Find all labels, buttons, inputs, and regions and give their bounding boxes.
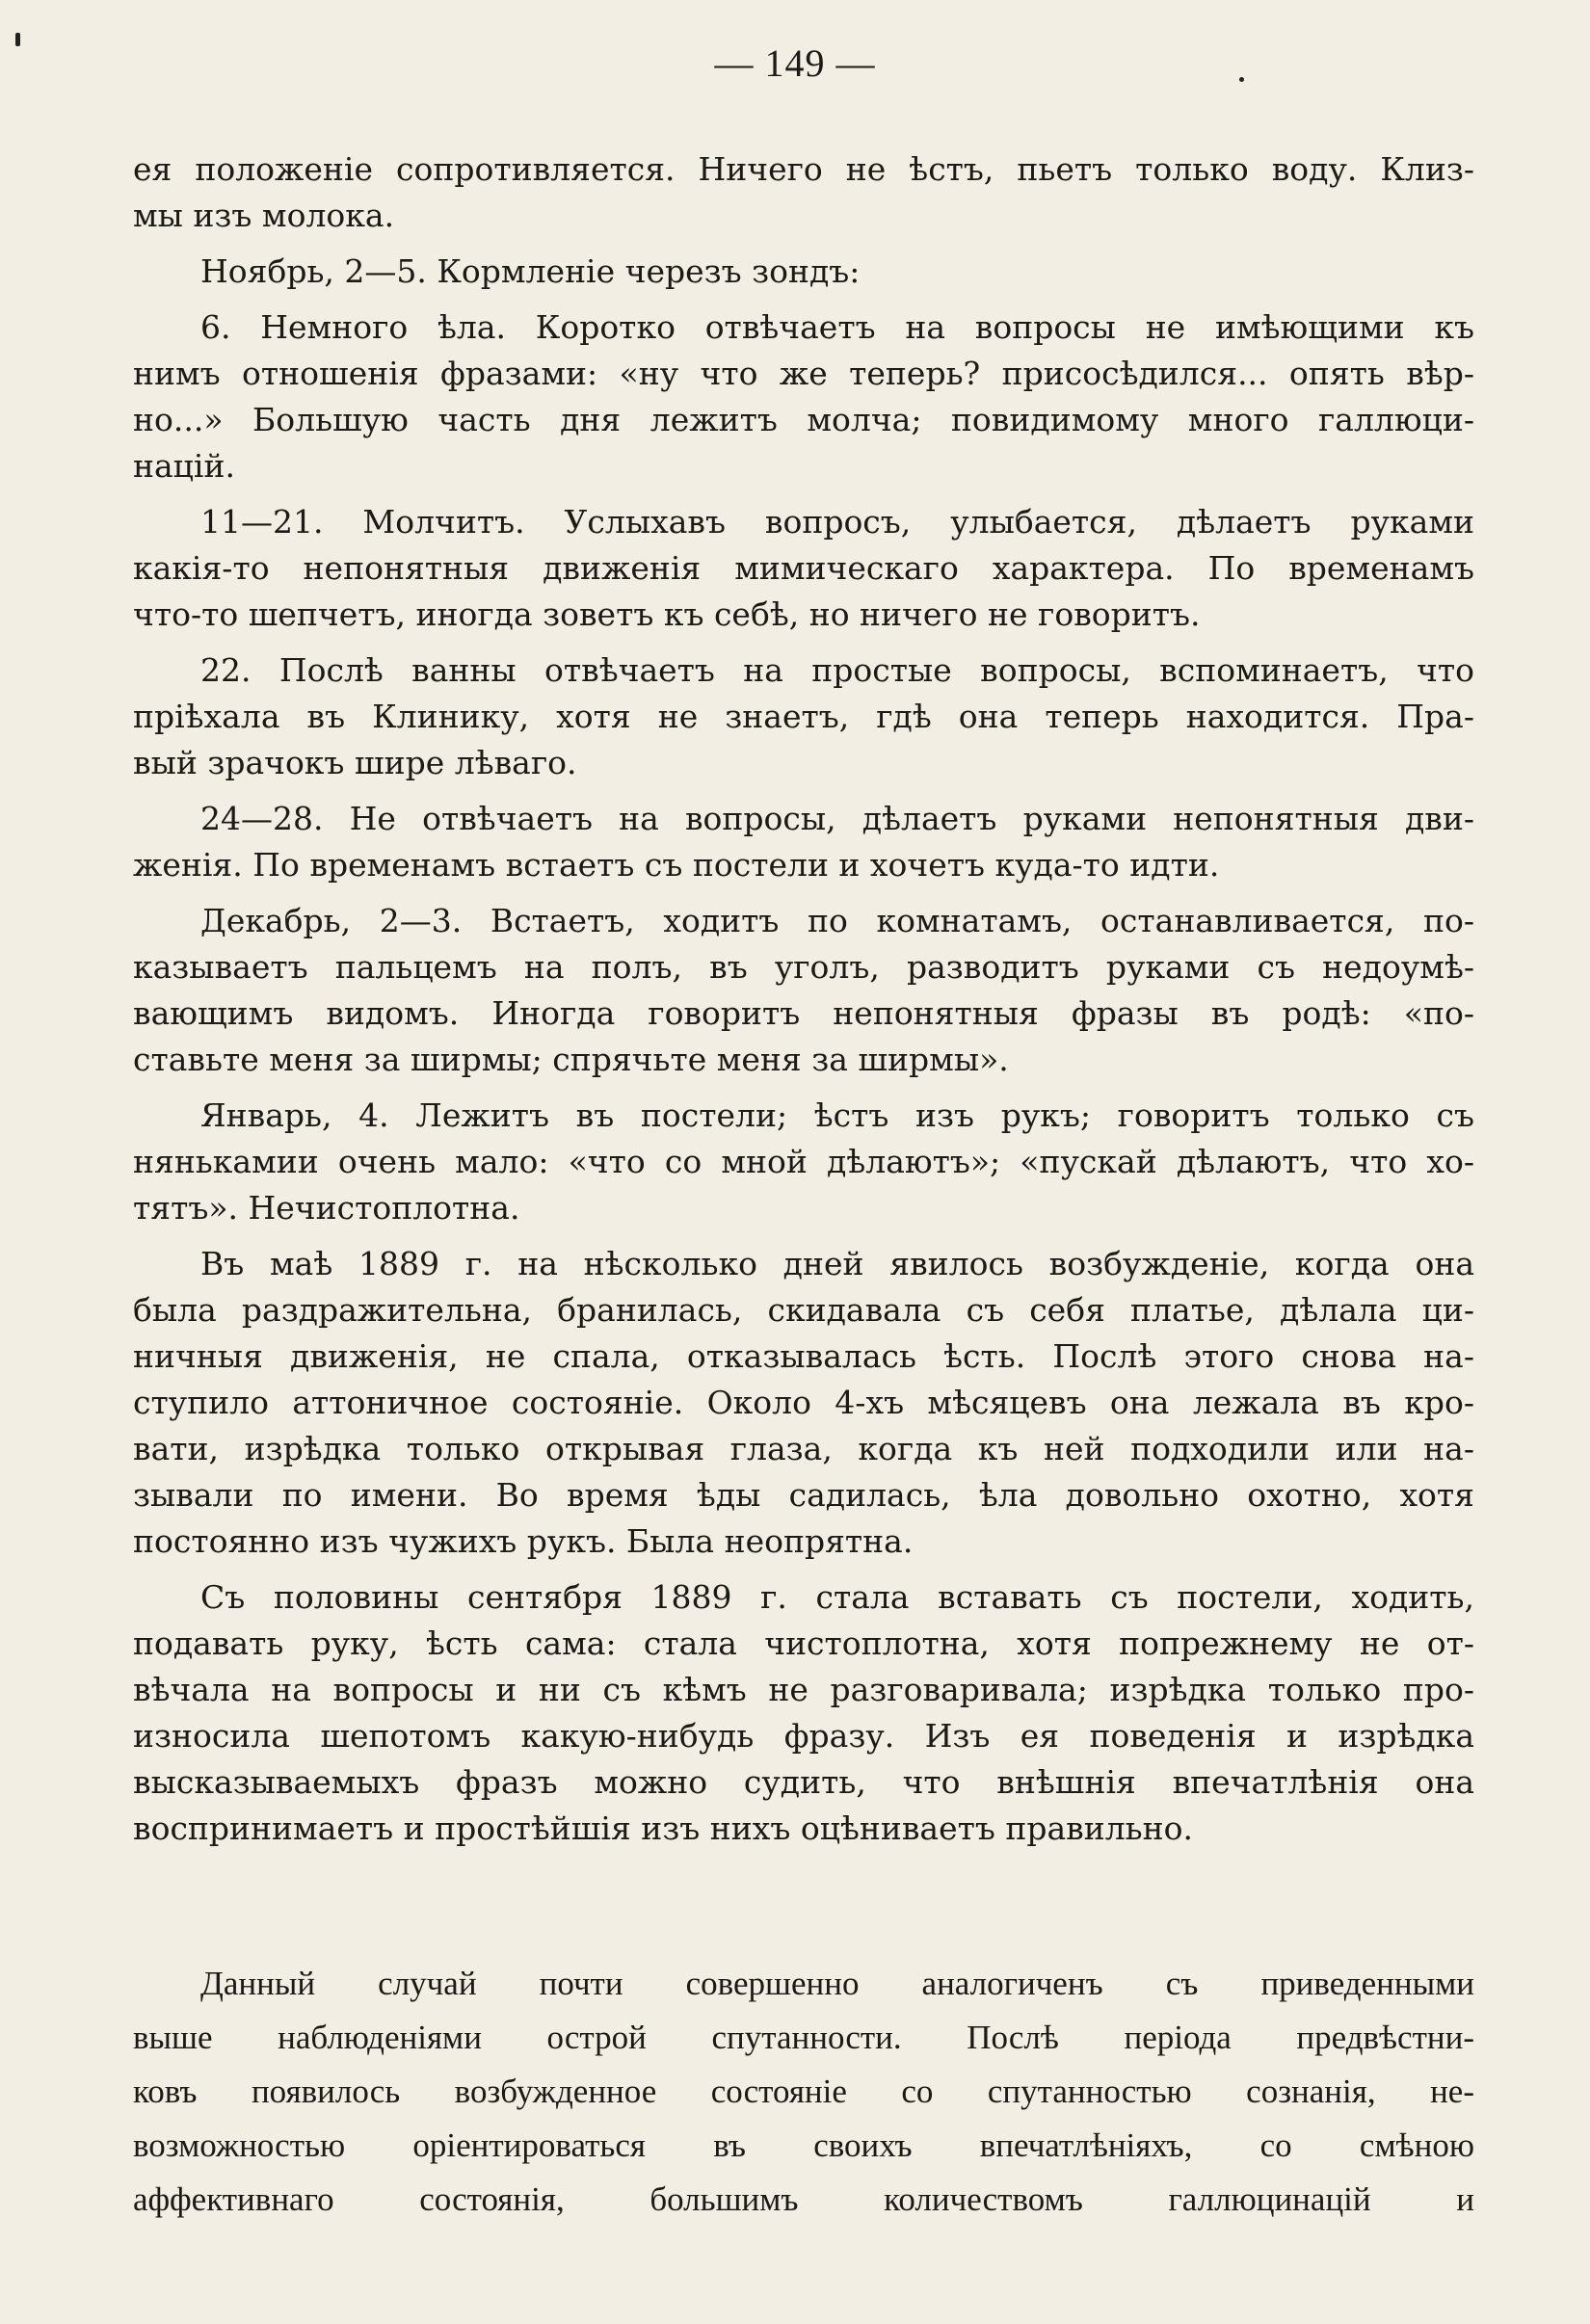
text-line: вый зрачокъ шире лѣваго. (133, 744, 577, 781)
paragraph-gap (133, 489, 1474, 499)
text-line: націй. (133, 447, 235, 485)
paragraph-gap (133, 1231, 1474, 1241)
text-line: пріѣхала въ Клинику, хотя не знаетъ, гдѣ она теперь находится. Пра- (133, 698, 1474, 735)
text-line: ступило аттоничное состояніе. Около 4-хъ мѣсяцевъ она лежала въ кро- (133, 1384, 1474, 1421)
text-line: подавать руку, ѣсть сама: стала чистоплотна, хотя попрежнему не от- (133, 1624, 1474, 1662)
page-number: — 149 — (714, 41, 876, 85)
text-line: Декабрь, 2—3. Встаетъ, ходитъ по комнатамъ, останавливается, по- (200, 902, 1474, 939)
text-line: вати, изрѣдка только открывая глаза, когда къ ней подходили или на- (133, 1430, 1474, 1467)
text-line: высказываемыхъ фразъ можно судить, что внѣшнія впечатлѣнія она (133, 1763, 1474, 1801)
conclusion-paragraph (133, 1957, 1474, 2227)
text-line: нимъ отношенія фразами: «ну что же теперь? присосѣдился... опять вѣр- (133, 355, 1474, 392)
text-line: постоянно изъ чужихъ рукъ. Была неопрятна. (133, 1522, 914, 1560)
paragraph-gap (133, 1083, 1474, 1093)
paragraph-gap (133, 239, 1474, 249)
text-line: мы изъ молока. (133, 197, 395, 234)
text-line: ея положеніе сопротивляется. Ничего не ѣстъ, пьетъ только воду. Клиз- (133, 150, 1474, 188)
text-line: Ноябрь, 2—5. Кормленіе черезъ зондъ: (200, 252, 861, 290)
text-line: выше наблюденіями острой спутанности. Послѣ періода предвѣстни- (133, 2019, 1474, 2056)
text-line: зывали по имени. Во время ѣды садилась, ѣла довольно охотно, хотя (133, 1476, 1474, 1514)
text-line: 11—21. Молчитъ. Услыхавъ вопросъ, улыбается, дѣлаетъ руками (200, 503, 1474, 541)
text-line: но...» Большую часть дня лежитъ молча; повидимому много галлюци- (133, 401, 1474, 438)
text-line: Данный случай почти совершенно аналогиченъ съ приведенными (200, 1965, 1474, 2002)
text-line: вающимъ видомъ. Иногда говоритъ непонятныя фразы въ родѣ: «по- (133, 994, 1474, 1032)
text-line: 6. Немного ѣла. Коротко отвѣчаетъ на вопросы не имѣющими къ (200, 308, 1474, 346)
text-line: аффективнаго состоянія, большимъ количествомъ галлюцинацій и (133, 2180, 1474, 2218)
text-line: вѣчала на вопросы и ни съ кѣмъ не разговаривала; изрѣдка только про- (133, 1671, 1474, 1708)
paragraph-gap (133, 295, 1474, 304)
case-record-text (133, 146, 1474, 1852)
text-line: Январь, 4. Лежитъ въ постели; ѣстъ изъ рукъ; говоритъ только съ (200, 1096, 1474, 1134)
text-line: Въ маѣ 1889 г. на нѣсколько дней явилось возбужденіе, когда она (200, 1245, 1474, 1282)
text-line: 24—28. Не отвѣчаетъ на вопросы, дѣлаетъ руками непонятныя дви- (200, 800, 1474, 837)
paragraph-gap (133, 888, 1474, 898)
text-line: нянькамии очень мало: «что со мной дѣлаютъ»; «пускай дѣлаютъ, что хо- (133, 1143, 1474, 1180)
text-line: ковъ появилось возбужденное состояніе со спутанностью сознанія, не- (133, 2073, 1474, 2110)
text-line: 22. Послѣ ванны отвѣчаетъ на простые вопросы, вспоминаетъ, что (200, 651, 1474, 689)
text-line: какія-то непонятныя движенія мимическаго характера. По временамъ (133, 549, 1474, 587)
text-line: ничныя движенія, не спала, отказывалась ѣсть. Послѣ этого снова на- (133, 1337, 1474, 1375)
text-line: Съ половины сентября 1889 г. стала вставать съ постели, ходить, (200, 1578, 1474, 1616)
paragraph-gap (133, 786, 1474, 796)
paragraph-gap (133, 638, 1474, 647)
text-line: ставьте меня за ширмы; спрячьте меня за ширмы». (133, 1041, 1009, 1078)
paragraph-gap (133, 1565, 1474, 1574)
text-line: была раздражительна, бранилась, скидавала съ себя платье, дѣлала ци- (133, 1291, 1474, 1329)
text-line: износила шепотомъ какую-нибудь фразу. Изъ ея поведенія и изрѣдка (133, 1717, 1474, 1755)
text-line: женія. По временамъ встаетъ съ постели и хочетъ куда-то идти. (133, 846, 1220, 884)
text-line: воспринимаетъ и простѣйшія изъ нихъ оцѣниваетъ правильно. (133, 1809, 1194, 1847)
text-line: что-то шепчетъ, иногда зоветъ къ себѣ, но ничего не говоритъ. (133, 595, 1201, 633)
text-line: возможностью оріентироваться въ своихъ впечатлѣніяхъ, со смѣною (133, 2126, 1474, 2164)
text-line: казываетъ пальцемъ на полъ, въ уголъ, разводитъ руками съ недоумѣ- (133, 948, 1474, 986)
text-line: тятъ». Нечистоплотна. (133, 1189, 520, 1227)
